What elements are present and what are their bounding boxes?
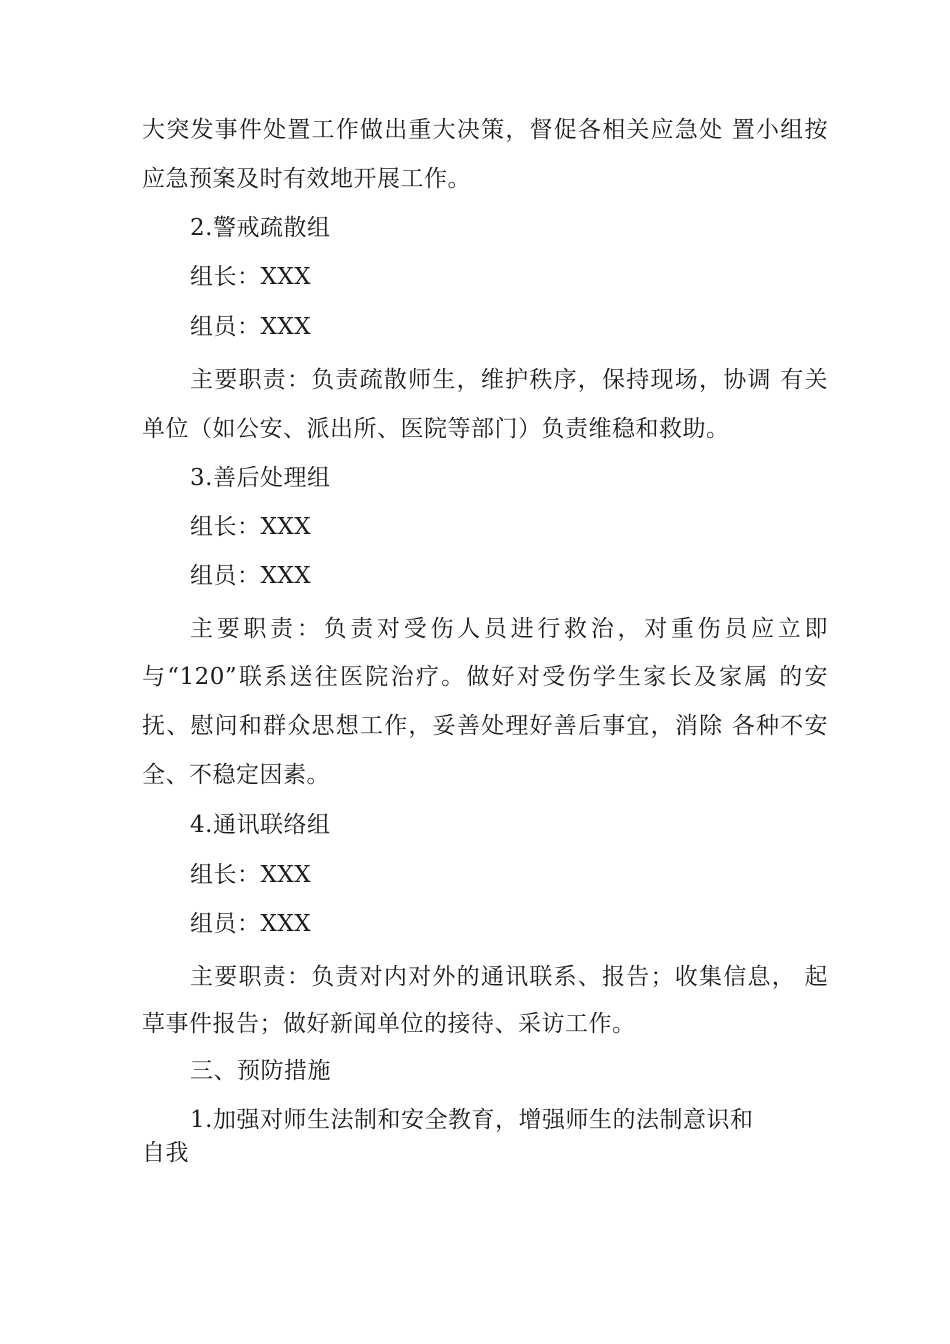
paragraph-line: 大突发事件处置工作做出重大决策，督促各相关应急处 置小组按 — [142, 117, 828, 143]
member-line: 组员：XXX — [190, 314, 312, 340]
paragraph-line: 主要职责：负责对内对外的通讯联系、报告；收集信息， 起 — [190, 964, 828, 990]
paragraph-line: 草事件报告；做好新闻单位的接待、采访工作。 — [142, 1011, 636, 1037]
paragraph-line: 全、不稳定因素。 — [142, 762, 330, 788]
section-heading: 4.通讯联络组 — [190, 812, 331, 838]
paragraph-line: 1.加强对师生法制和安全教育，增强师生的法制意识和 — [190, 1107, 754, 1133]
paragraph-line: 抚、慰问和群众思想工作，妥善处理好善后事宜，消除 各种不安 — [142, 713, 828, 739]
member-line: 组员：XXX — [190, 563, 312, 589]
paragraph-line: 主要职责：负责对受伤人员进行救治，对重伤员应立即 — [190, 616, 828, 642]
paragraph-line: 与“120”联系送往医院治疗。做好对受伤学生家长及家属 的安 — [142, 664, 828, 690]
paragraph-line: 主要职责：负责疏散师生，维护秩序，保持现场，协调 有关 — [190, 367, 828, 393]
section-heading: 3.善后处理组 — [190, 465, 331, 491]
member-line: 组员：XXX — [190, 911, 312, 937]
paragraph-line: 单位（如公安、派出所、医院等部门）负责维稳和救助。 — [142, 416, 730, 442]
section-heading: 2.警戒疏散组 — [190, 215, 331, 241]
leader-line: 组长：XXX — [190, 514, 312, 540]
leader-line: 组长：XXX — [190, 264, 312, 290]
section-heading: 三、预防措施 — [190, 1058, 331, 1084]
paragraph-line: 应急预案及时有效地开展工作。 — [142, 166, 471, 192]
leader-line: 组长：XXX — [190, 862, 312, 888]
paragraph-line: 自我 — [142, 1140, 189, 1166]
